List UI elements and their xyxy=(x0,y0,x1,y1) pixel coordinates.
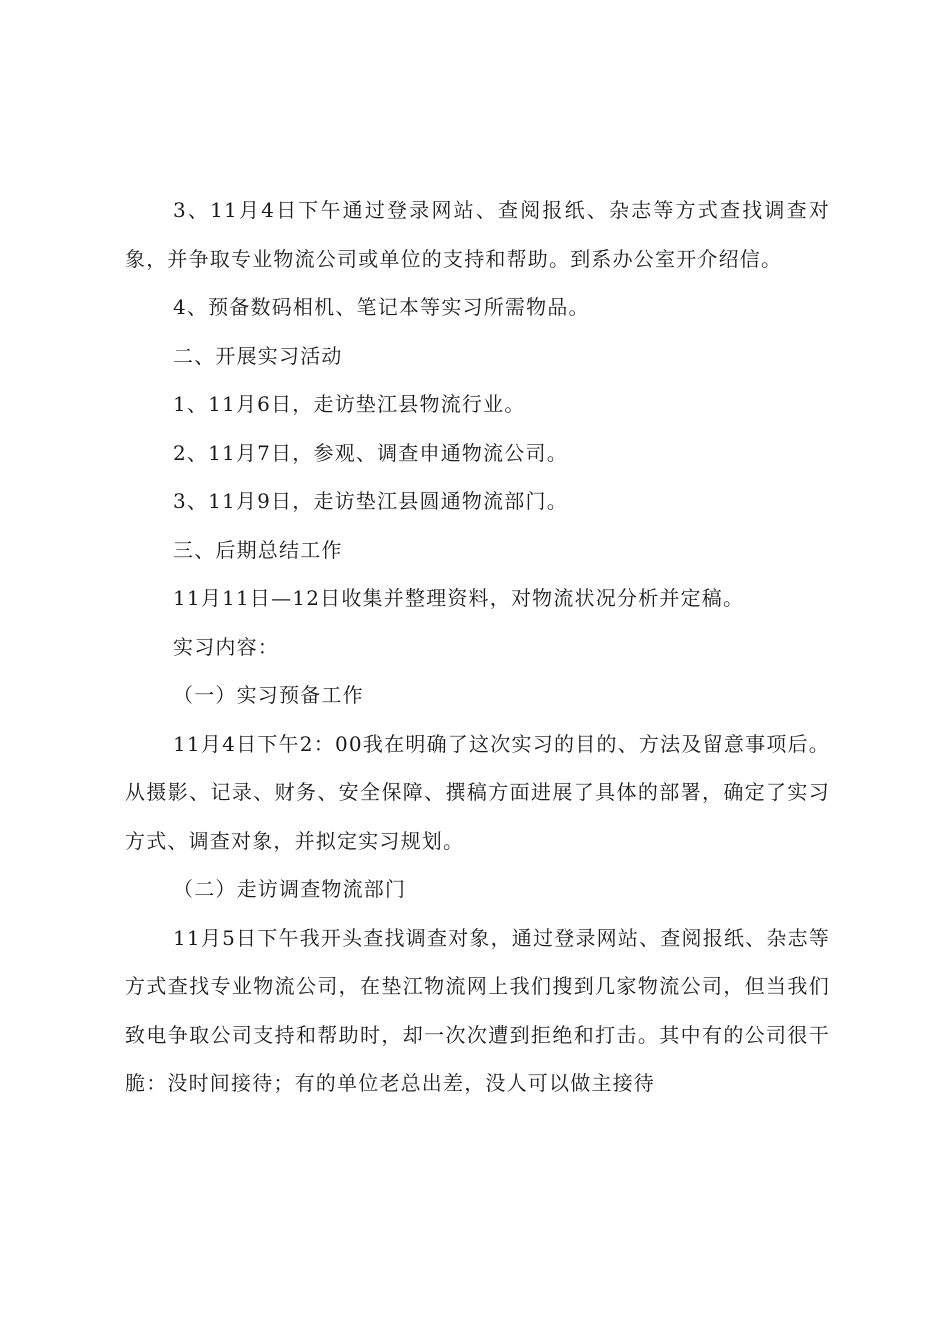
paragraph-content-label: 实习内容： xyxy=(173,634,279,659)
paragraph-summary: 11月11日—12日收集并整理资料，对物流状况分析并定稿。 xyxy=(173,586,745,610)
paragraph-activity-3: 3、11月9日，走访垫江县圆通物流部门。 xyxy=(173,489,568,513)
paragraph-step-4-prepare: 4、预备数码相机、笔记本等实习所需物品。 xyxy=(173,295,590,319)
paragraph-step-3-search: 3、11月4日下午通过登录网站、查阅报纸、杂志等方式查找调查对象，并争取专业物流公司或单位的支持和帮助。到系办公室开介绍信。 xyxy=(125,198,830,271)
document-body xyxy=(125,186,830,1108)
paragraph-preparation-detail: 11月4日下午2：00我在明确了这次实习的目的、方法及留意事项后。从摄影、记录、财务、安全保障、撰稿方面进展了具体的部署，确定了实习方式、调查对象，并拟定实习规划。 xyxy=(125,731,830,853)
paragraph-visit-detail: 11月5日下午我开头查找调查对象，通过登录网站、查阅报纸、杂志等方式查找专业物流公司，在垫江物流网上我们搜到几家物流公司，但当我们致电争取公司支持和帮助时，却一次次遭到拒绝和打击。其中有的公司很干脆：没时间接待；有的单位老总出差，没人可以做主接待 xyxy=(125,925,830,1095)
subheading-visit: （二）走访调查物流部门 xyxy=(173,877,407,901)
section-heading-summary: 三、后期总结工作 xyxy=(173,537,343,562)
paragraph-activity-2: 2、11月7日，参观、调查申通物流公司。 xyxy=(173,440,568,465)
subheading-preparation: （一）实习预备工作 xyxy=(173,683,364,707)
paragraph-activity-1: 1、11月6日，走访垫江县物流行业。 xyxy=(173,392,526,416)
section-heading-activities: 二、开展实习活动 xyxy=(173,343,343,368)
